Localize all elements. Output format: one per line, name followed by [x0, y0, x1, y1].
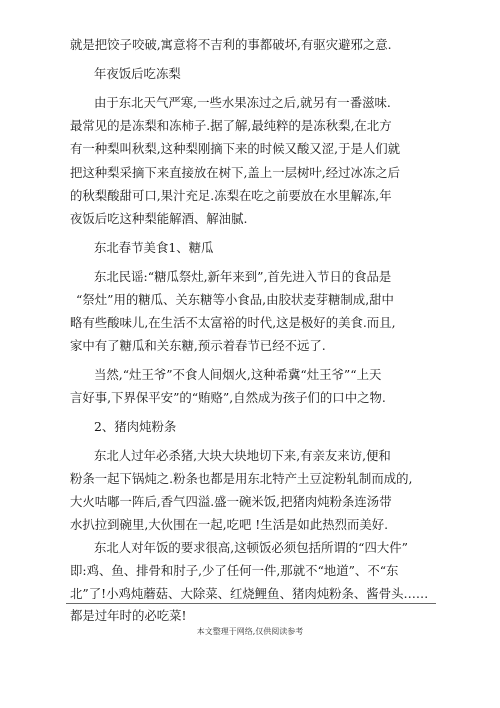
text-line: 夜饭后吃这种梨能解酒、解油腻. [70, 211, 248, 226]
text-line: 都是过年时的必吃菜! [70, 608, 187, 623]
text-line: 由于东北天气严寒,一些水果冻过之后,就另有一番滋味. [94, 95, 391, 110]
section-heading: 年夜饭后吃冻梨 [94, 66, 181, 81]
text-line: 有一种梨叫秋梨,这种梨刚摘下来的时候又酸又涩,于是人们就 [70, 141, 401, 156]
footer-divider [66, 603, 436, 604]
text-line: 就是把饺子咬破,寓意将不吉利的事都破坏,有驱灾避邪之意. [70, 37, 392, 52]
text-line: 的秋梨酸甜可口,果汁充足.冻梨在吃之前要放在水里解冻,年 [70, 188, 392, 203]
text-line: 东北民谣:“糖瓜祭灶,新年来到”,首先进入节日的食品是 [94, 269, 392, 284]
text-line: 粉条一起下锅炖之.粉条也都是用东北特产土豆淀粉轧制而成的, [70, 471, 413, 486]
text-line: 北”了!小鸡炖蘑菇、大除菜、红烧鲤鱼、猪肉炖粉条、酱骨头…… [70, 586, 429, 601]
text-line: 东北人过年必杀猪,大块大块地切下来,有亲友来访,便和 [94, 448, 391, 463]
footer-note: 本文整理于网络,仅供阅读参考 [196, 627, 304, 636]
text-line: “祭灶”用的糖瓜、关东糖等小食品,由胶状麦芽糖制成,甜中 [76, 292, 394, 307]
text-line: 最常见的是冻梨和冻柿子.据了解,最纯粹的是冻秋梨,在北方 [70, 118, 392, 133]
text-line: 略有些酸味儿,在生活不太富裕的时代,这是极好的美食.而且, [70, 315, 396, 330]
text-line: 水扒拉到碗里,大伙围在一起,吃吧 !生活是如此热烈而美好. [70, 517, 389, 532]
section-heading: 2、猪肉炖粉条 [94, 419, 177, 434]
text-line: 家中有了糖瓜和关东糖,预示着春节已经不远了. [70, 338, 326, 353]
section-heading: 东北春节美食1、糖瓜 [94, 240, 214, 255]
text-line: 即:鸡、鱼、排骨和肘子,少了任何一件,那就不“地道”、不“东 [70, 563, 399, 578]
text-line: 当然,“灶王爷”不食人间烟火,这种希冀“灶王爷”“上天 [94, 367, 382, 382]
text-line: 把这种梨采摘下来直接放在树下,盖上一层树叶,经过冰冻之后 [70, 165, 401, 180]
text-line: 言好事,下界保平安”的“贿赂”,自然成为孩子们的口中之物. [70, 390, 386, 405]
text-line: 大火咕嘟一阵后,香气四溢.盛一碗米饭,把猪肉炖粉条连汤带 [70, 494, 392, 509]
text-line: 东北人对年饭的要求很高,这顿饭必须包括所谓的“四大件” [94, 540, 408, 555]
